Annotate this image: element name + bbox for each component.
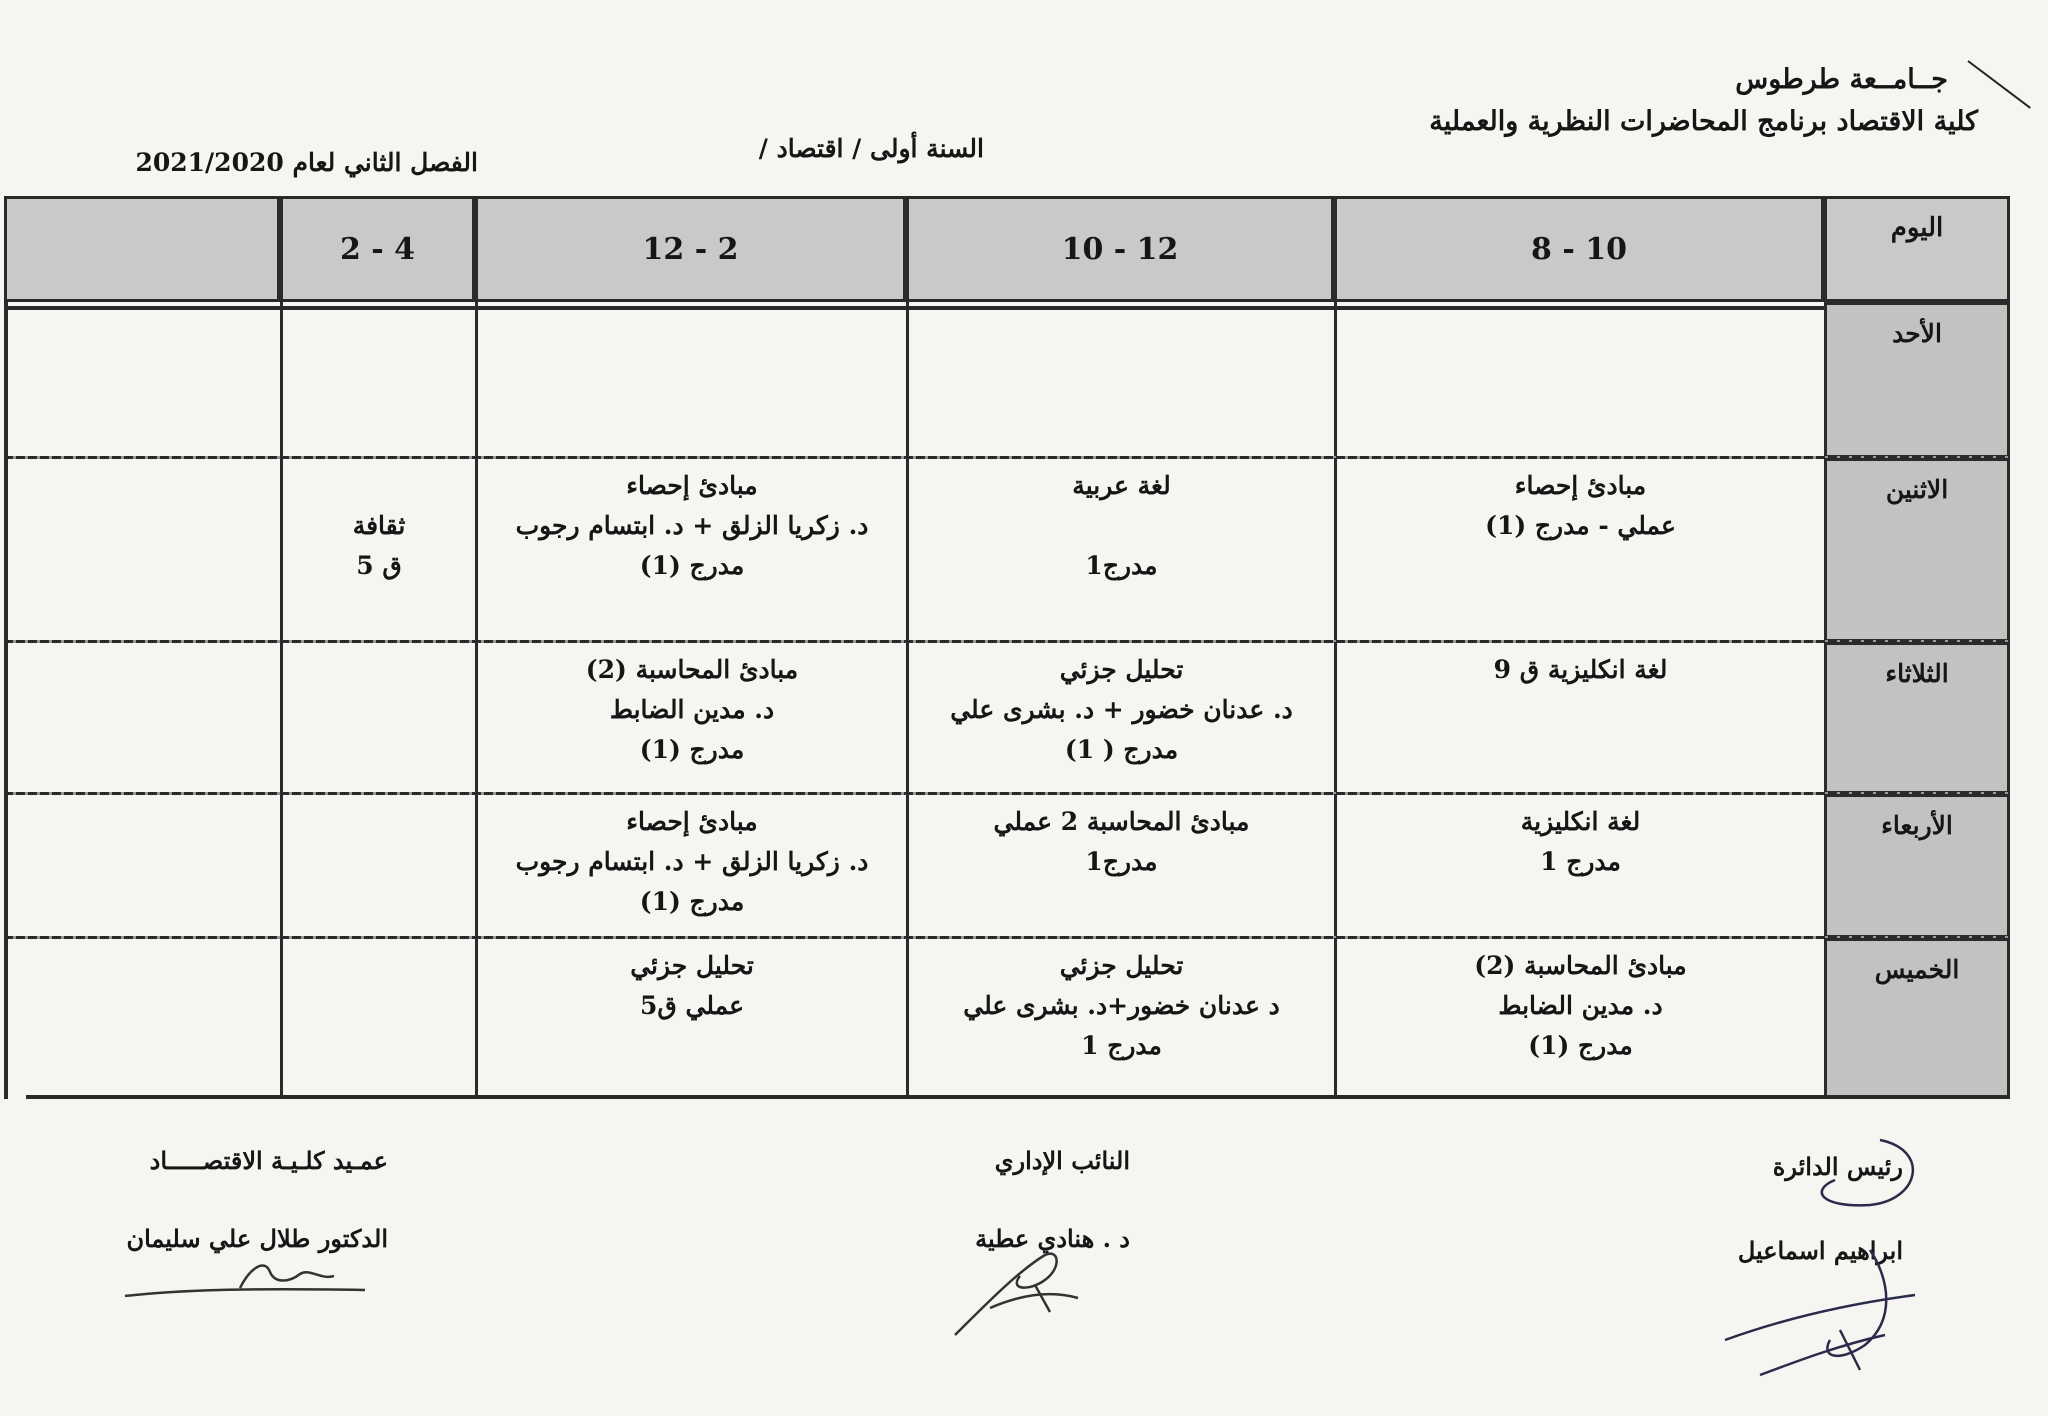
cell-text-line: د. عدنان خضور + د. بشرى علي	[950, 695, 1293, 724]
schedule-cell	[4, 794, 280, 938]
schedule-cell	[280, 302, 475, 458]
dept-head-title: رئيس الدائرة	[1772, 1152, 1903, 1181]
cell-text-line: ق 5	[356, 551, 402, 580]
schedule-cell	[475, 302, 906, 458]
cell-text-line: لغة انكليزية ق 9	[1493, 655, 1668, 684]
cell-text-line: د. مدين الضابط	[609, 695, 775, 724]
deputy-signature	[950, 1240, 1100, 1340]
day-column-header: اليوم	[1824, 196, 2010, 302]
schedule-cell	[475, 458, 906, 642]
cell-text-line	[283, 466, 475, 506]
schedule-cell	[280, 938, 475, 1099]
cell-text-line: ثقافة	[352, 511, 406, 540]
table-bottom-border	[26, 1095, 2010, 1099]
cell-text-line: د. زكريا الزلق + د. ابتسام رجوب	[515, 847, 869, 876]
cell-text-line: مبادئ المحاسبة 2 عملي	[993, 807, 1250, 836]
time-slot-header: 8 - 10	[1334, 196, 1824, 302]
day-name: الأحد	[1824, 302, 2010, 458]
cell-text-line: مبادئ إحصاء	[1514, 471, 1647, 500]
time-slot-header: 2 - 4	[280, 196, 475, 302]
cell-text-line: عملي ق5	[640, 991, 744, 1020]
day-name: الاثنين	[1824, 458, 2010, 642]
cell-text-line: تحليل جزئي	[630, 951, 754, 980]
schedule-cell	[475, 938, 906, 1099]
schedule-cell	[475, 642, 906, 794]
dept-head-signature	[1720, 1130, 1930, 1390]
time-slot-header-blank	[4, 196, 280, 302]
schedule-cell	[906, 794, 1334, 938]
deputy-name: د . هنادي عطية	[975, 1224, 1130, 1253]
cell-text-line: د. مدين الضابط	[1498, 991, 1663, 1020]
year-label: السنة أولى / اقتصاد /	[758, 134, 984, 163]
day-name: الخميس	[1824, 938, 2010, 1099]
time-slot-header: 12 - 2	[475, 196, 906, 302]
cell-text-line: مدرج (1)	[1528, 1031, 1633, 1060]
cell-text-line: مبادئ المحاسبة (2)	[1474, 951, 1687, 980]
cell-text-line: مبادئ المحاسبة (2)	[585, 655, 799, 684]
university-name: جــامــعة طرطوس	[1735, 64, 1948, 95]
schedule-cell	[1334, 642, 1824, 794]
cell-text-line: مدرج ( 1)	[1064, 735, 1179, 764]
schedule-cell	[4, 642, 280, 794]
schedule-cell	[280, 642, 475, 794]
dept-head-name: ابراهيم اسماعيل	[1737, 1236, 1903, 1265]
semester-label: الفصل الثاني لعام 2021/2020	[135, 148, 478, 177]
day-name: الثلاثاء	[1824, 642, 2010, 794]
cell-text-line: د. زكريا الزلق + د. ابتسام رجوب	[515, 511, 869, 540]
schedule-cell	[4, 302, 280, 458]
schedule-cell	[1334, 458, 1824, 642]
cell-text-line: مدرج 1	[1081, 1031, 1162, 1060]
cell-text-line: مدرج (1)	[639, 887, 745, 916]
schedule-cell	[475, 794, 906, 938]
cell-text-line: لغة عربية	[1072, 471, 1171, 500]
dean-name: الدكتور طلال علي سليمان	[126, 1224, 388, 1253]
cell-text-line: عملي - مدرج (1)	[1485, 511, 1676, 540]
cell-text-line: مبادئ إحصاء	[626, 471, 758, 500]
schedule-cell	[906, 302, 1334, 458]
dean-signature	[120, 1238, 380, 1308]
program-title: كلية الاقتصاد برنامج المحاضرات النظرية والعملية	[1429, 106, 1978, 137]
cell-text-line: لغة انكليزية	[1520, 807, 1641, 836]
schedule-cell	[906, 642, 1334, 794]
day-name: الأربعاء	[1824, 794, 2010, 938]
cell-text-line: د عدنان خضور+د. بشرى علي	[963, 991, 1280, 1020]
cell-text-line	[909, 506, 1334, 546]
schedule-cell	[1334, 938, 1824, 1099]
cell-text-line: تحليل جزئي	[1059, 655, 1184, 684]
schedule-cell	[280, 794, 475, 938]
schedule-cell	[280, 458, 475, 642]
schedule-cell	[906, 458, 1334, 642]
schedule-cell	[4, 458, 280, 642]
schedule-cell	[1334, 302, 1824, 458]
schedule-cell	[906, 938, 1334, 1099]
schedule-cell	[1334, 794, 1824, 938]
cell-text-line: مدرج (1)	[639, 551, 745, 580]
cell-text-line: تحليل جزئي	[1059, 951, 1184, 980]
schedule-cell	[4, 938, 280, 1099]
dean-title: عمـيد كلـيـة الاقتصـــــاد	[149, 1146, 388, 1175]
cell-text-line: مدرج 1	[1540, 847, 1621, 876]
schedule-table	[4, 196, 2010, 1099]
deputy-title: النائب الإداري	[994, 1146, 1130, 1175]
corner-slash-mark	[1967, 60, 2030, 109]
cell-text-line: مبادئ إحصاء	[626, 807, 758, 836]
time-slot-header: 10 - 12	[906, 196, 1334, 302]
cell-text-line: مدرج (1)	[639, 735, 745, 764]
cell-text-line: مدرج1	[1085, 847, 1158, 876]
cell-text-line: مدرج1	[1085, 551, 1158, 580]
